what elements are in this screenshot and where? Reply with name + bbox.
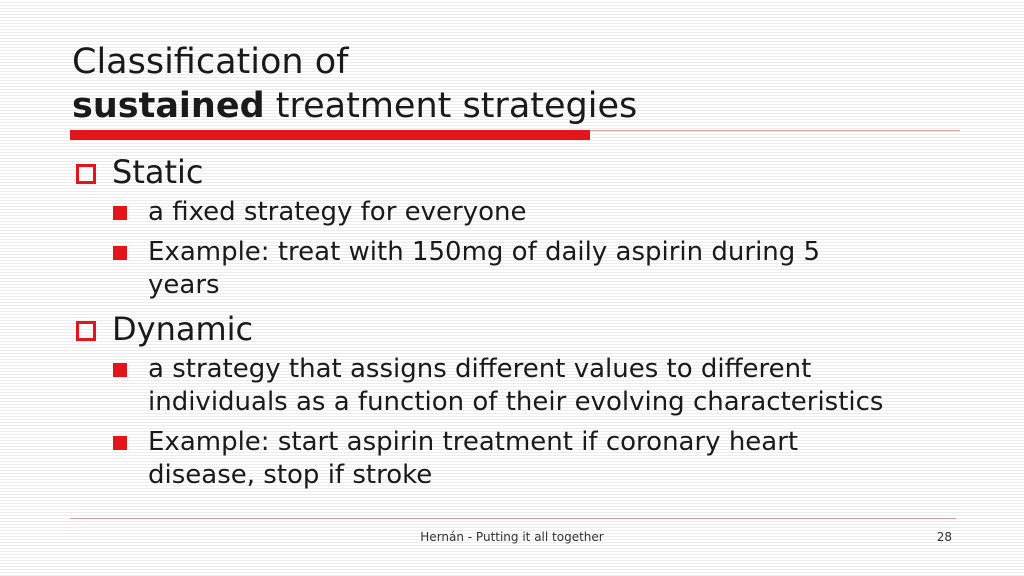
solid-square-bullet-icon (113, 246, 127, 260)
sub-bullet-text-continued: years (148, 270, 220, 300)
sub-bullet-dynamic-1 (72, 353, 952, 419)
title-line-2-rest: treatment strategies (264, 86, 638, 126)
title-line-1: Classification of (72, 42, 349, 82)
sub-bullet-text: a strategy that assigns different values to different (148, 354, 812, 384)
title-bold-word: sustained (72, 86, 265, 126)
sub-bullet-text-continued: individuals as a function of their evolving characteristics (148, 387, 884, 417)
page-number: 28 (936, 530, 952, 544)
footer-divider-line (70, 518, 956, 519)
title-accent-bar (70, 130, 590, 140)
slide-content (72, 152, 952, 499)
bullet-static-label: Static (112, 153, 204, 191)
sub-bullet-static-2 (72, 236, 952, 302)
footer-text: Hernán - Putting it all together (420, 530, 604, 544)
bullet-dynamic-label: Dynamic (112, 310, 254, 348)
solid-square-bullet-icon (113, 206, 127, 220)
bullet-dynamic (72, 309, 952, 349)
sub-bullet-text: Example: treat with 150mg of daily aspirin during 5 (148, 237, 821, 267)
hollow-square-bullet-icon (76, 321, 96, 341)
solid-square-bullet-icon (113, 436, 127, 450)
slide-title (72, 40, 952, 128)
bullet-static (72, 152, 952, 192)
sub-bullet-text: Example: start aspirin treatment if coronary heart (148, 427, 799, 457)
sub-bullet-static-1 (72, 196, 952, 229)
sub-bullet-dynamic-2 (72, 426, 952, 492)
sub-bullet-text: a fixed strategy for everyone (148, 197, 527, 227)
solid-square-bullet-icon (113, 363, 127, 377)
title-line-2 (72, 84, 952, 128)
sub-bullet-text-continued: disease, stop if stroke (148, 460, 433, 490)
hollow-square-bullet-icon (76, 164, 96, 184)
